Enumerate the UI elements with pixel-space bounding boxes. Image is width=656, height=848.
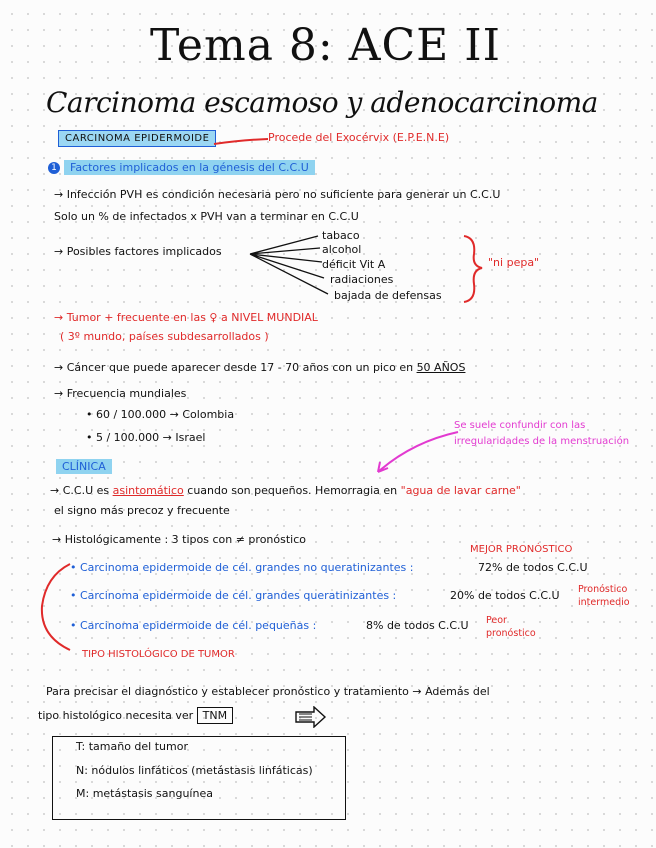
factor-defensas: bajada de defensas (334, 289, 442, 302)
type3-prognosis: Peor pronóstico (486, 615, 536, 639)
age-line-text: → Cáncer que puede aparecer desde 17 - 70 años con un pico en (54, 361, 417, 374)
factor-alcohol: alcohol (322, 243, 362, 256)
type2-label: • Carcinoma epidermoide de cél. grandes queratinizantes : (70, 589, 397, 602)
frequency-heading: → Frecuencia mundiales (54, 387, 187, 400)
tnm-n: N: nódulos linfáticos (metástasis linfáticas) (76, 764, 313, 777)
histology-line: → Histológicamente : 3 tipos con ≠ pronóstico (52, 533, 306, 546)
header-arrow (212, 136, 272, 148)
tnm-line (38, 709, 233, 722)
tumor-type-label: TIPO HISTOLÓGICO DE TUMOR (82, 649, 235, 660)
confusion-note: Se suele confundir con las irregularidades de la menstruación (454, 420, 630, 447)
page-title: Tema 8: ACE II (150, 20, 502, 71)
best-prognosis: MEJOR PRONÓSTICO (470, 544, 573, 555)
factor-tabaco: tabaco (322, 229, 360, 242)
section1-heading-text: Factores implicados en la génesis del C.C.U (64, 160, 315, 175)
freq-israel: • 5 / 100.000 → Israel (86, 431, 206, 444)
tnm-line-text: tipo histológico necesita ver (38, 709, 197, 722)
asymptomatic-line (50, 484, 521, 497)
confusion-arrow (372, 428, 462, 478)
tnm-arrow-icon (294, 706, 328, 728)
type1-pct: 72% de todos C.C.U (478, 561, 588, 574)
age-peak: 50 AÑOS (416, 361, 466, 374)
freq-colombia: • 60 / 100.000 → Colombia (86, 408, 235, 421)
header-badge: CARCINOMA EPIDERMOIDE (58, 130, 216, 147)
early-sign: el signo más precoz y frecuente (54, 504, 230, 517)
tumor-frequency: → Tumor + frecuente en las ♀ a NIVEL MUNDIAL (54, 311, 318, 324)
factors-bracket (458, 234, 488, 304)
pvh-line-2: Solo un % de infectados x PVH van a terminar en C.C.U (54, 210, 359, 223)
hemorrhage-quote: "agua de lavar carne" (400, 484, 521, 497)
type3-pct: 8% de todos C.C.U (366, 619, 469, 632)
factors-label: → Posibles factores implicados (54, 245, 222, 258)
tnm-box: TNM (197, 707, 233, 724)
asym-pre: → C.C.U es (50, 484, 113, 497)
factors-note: "ni pepa" (488, 256, 540, 269)
header-note: Procede del Exocérvix (E.P.E.N.E) (268, 131, 450, 144)
type2-pct: 20% de todos C.C.U (450, 589, 560, 602)
type2-prognosis: Pronóstico intermedio (578, 584, 630, 608)
clinica-badge: CLÍNICA (56, 459, 112, 474)
pvh-line: → Infección PVH es condición necesaria pero no suficiente para generar un C.C.U (54, 188, 501, 201)
type3-label: • Carcinoma epidermoide de cél. pequeñas : (70, 619, 317, 632)
asymptomatic-word: asintomático (112, 484, 184, 497)
section1-heading (48, 161, 315, 174)
diagnosis-line: Para precisar el diagnóstico y establecer pronóstico y tratamiento → Además del (46, 685, 490, 698)
factor-radiaciones: radiaciones (330, 273, 394, 286)
factor-vit-a: déficit Vit A (322, 258, 386, 271)
age-line (54, 361, 465, 374)
asym-mid: cuando son pequeños. Hemorragia en (183, 484, 401, 497)
type1-label: • Carcinoma epidermoide de cél. grandes no queratinizantes : (70, 561, 414, 574)
types-bracket (32, 556, 76, 656)
page-subtitle: Carcinoma escamoso y adenocarcinoma (46, 86, 598, 119)
tnm-t: T: tamaño del tumor (76, 740, 188, 753)
tnm-m: M: metástasis sanguínea (76, 787, 213, 800)
tumor-countries: ( 3º mundo, países subdesarrollados ) (60, 330, 269, 343)
section-number: 1 (48, 162, 60, 174)
